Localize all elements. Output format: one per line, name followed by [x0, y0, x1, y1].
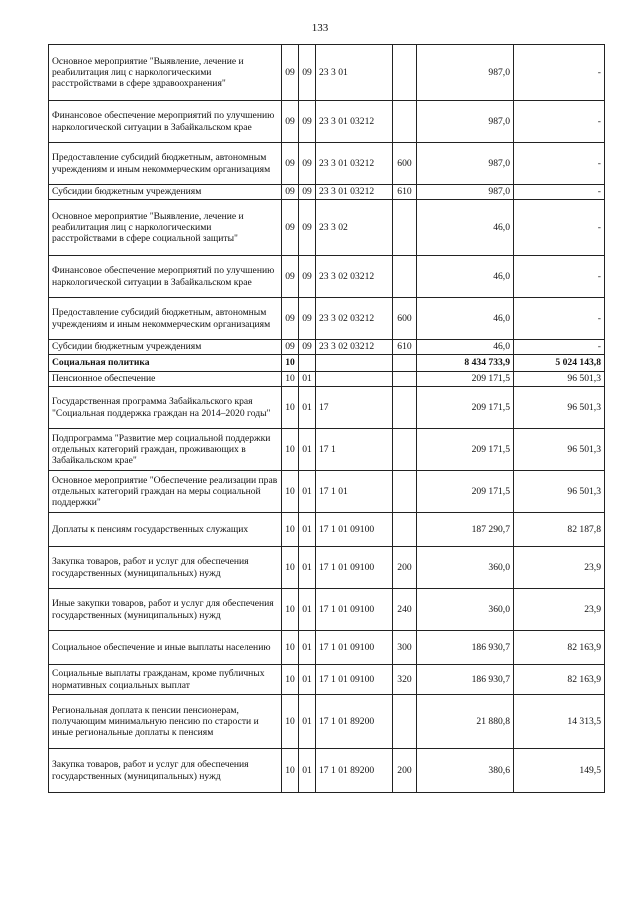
executed-sum: 82 187,8 [514, 513, 605, 547]
target-article-code: 23 3 02 [316, 200, 393, 256]
target-article-code [316, 372, 393, 387]
item-name: Предоставление субсидий бюджетным, автономным учреждениям и иным некоммерческим организациям [49, 143, 282, 185]
executed-sum: - [514, 101, 605, 143]
expense-type-code: 610 [393, 340, 417, 355]
section-code: 09 [282, 340, 299, 355]
section-code: 10 [282, 631, 299, 665]
expense-type-code [393, 200, 417, 256]
section-code: 09 [282, 185, 299, 200]
table-row [49, 471, 605, 513]
item-name: Социальная политика [49, 355, 282, 372]
item-name: Субсидии бюджетным учреждениям [49, 340, 282, 355]
table-row [49, 547, 605, 589]
executed-sum: 96 501,3 [514, 387, 605, 429]
target-article-code: 17 1 01 09100 [316, 631, 393, 665]
expense-type-code [393, 372, 417, 387]
approved-sum: 209 171,5 [417, 372, 514, 387]
expense-type-code: 600 [393, 143, 417, 185]
executed-sum: 96 501,3 [514, 372, 605, 387]
executed-sum: 5 024 143,8 [514, 355, 605, 372]
table-row [49, 298, 605, 340]
executed-sum: 82 163,9 [514, 665, 605, 695]
table-row [49, 589, 605, 631]
item-name: Региональная доплата к пенсии пенсионерам, получающим минимальную пенсию по старости и иные региональные доплаты к пенсиям [49, 695, 282, 749]
approved-sum: 987,0 [417, 45, 514, 101]
executed-sum: 14 313,5 [514, 695, 605, 749]
expense-type-code: 300 [393, 631, 417, 665]
expense-type-code: 200 [393, 749, 417, 793]
expense-type-code: 610 [393, 185, 417, 200]
item-name: Закупка товаров, работ и услуг для обеспечения государственных (муниципальных) нужд [49, 749, 282, 793]
subsection-code: 01 [299, 749, 316, 793]
executed-sum: - [514, 45, 605, 101]
item-name: Социальное обеспечение и иные выплаты населению [49, 631, 282, 665]
target-article-code: 17 1 01 09100 [316, 513, 393, 547]
subsection-code: 01 [299, 471, 316, 513]
expense-type-code [393, 256, 417, 298]
target-article-code: 23 3 02 03212 [316, 340, 393, 355]
table-row [49, 372, 605, 387]
table-row [49, 631, 605, 665]
expense-type-code [393, 355, 417, 372]
expense-type-code: 320 [393, 665, 417, 695]
section-code: 10 [282, 355, 299, 372]
section-code: 09 [282, 256, 299, 298]
approved-sum: 209 171,5 [417, 429, 514, 471]
table-row [49, 143, 605, 185]
subsection-code: 09 [299, 200, 316, 256]
item-name: Закупка товаров, работ и услуг для обеспечения государственных (муниципальных) нужд [49, 547, 282, 589]
approved-sum: 209 171,5 [417, 471, 514, 513]
table-row [49, 513, 605, 547]
budget-table [48, 44, 605, 793]
approved-sum: 46,0 [417, 298, 514, 340]
approved-sum: 46,0 [417, 200, 514, 256]
expense-type-code [393, 513, 417, 547]
subsection-code: 01 [299, 513, 316, 547]
executed-sum: - [514, 340, 605, 355]
approved-sum: 380,6 [417, 749, 514, 793]
subsection-code: 09 [299, 45, 316, 101]
table-row [49, 185, 605, 200]
budget-table-body [49, 45, 605, 793]
subsection-code: 09 [299, 256, 316, 298]
item-name: Социальные выплаты гражданам, кроме публичных нормативных социальных выплат [49, 665, 282, 695]
subsection-code: 01 [299, 429, 316, 471]
section-code: 10 [282, 749, 299, 793]
expense-type-code [393, 429, 417, 471]
subsection-code: 01 [299, 372, 316, 387]
item-name: Финансовое обеспечение мероприятий по улучшению наркологической ситуации в Забайкальском крае [49, 256, 282, 298]
section-code: 09 [282, 200, 299, 256]
expense-type-code [393, 471, 417, 513]
approved-sum: 987,0 [417, 185, 514, 200]
section-code: 10 [282, 665, 299, 695]
approved-sum: 209 171,5 [417, 387, 514, 429]
expense-type-code [393, 45, 417, 101]
subsection-code: 09 [299, 185, 316, 200]
section-code: 10 [282, 589, 299, 631]
section-code: 10 [282, 387, 299, 429]
executed-sum: 96 501,3 [514, 471, 605, 513]
subsection-code: 01 [299, 387, 316, 429]
item-name: Государственная программа Забайкальского края "Социальная поддержка граждан на 2014–2020 годы" [49, 387, 282, 429]
target-article-code: 23 3 01 [316, 45, 393, 101]
table-row [49, 340, 605, 355]
approved-sum: 21 880,8 [417, 695, 514, 749]
approved-sum: 186 930,7 [417, 631, 514, 665]
item-name: Финансовое обеспечение мероприятий по улучшению наркологической ситуации в Забайкальском крае [49, 101, 282, 143]
item-name: Пенсионное обеспечение [49, 372, 282, 387]
approved-sum: 987,0 [417, 101, 514, 143]
section-code: 09 [282, 101, 299, 143]
table-row [49, 695, 605, 749]
subsection-code: 09 [299, 143, 316, 185]
section-code: 09 [282, 298, 299, 340]
section-code: 10 [282, 429, 299, 471]
target-article-code: 23 3 02 03212 [316, 298, 393, 340]
target-article-code: 23 3 02 03212 [316, 256, 393, 298]
executed-sum: - [514, 185, 605, 200]
item-name: Субсидии бюджетным учреждениям [49, 185, 282, 200]
executed-sum: - [514, 256, 605, 298]
approved-sum: 8 434 733,9 [417, 355, 514, 372]
target-article-code: 23 3 01 03212 [316, 185, 393, 200]
section-code: 09 [282, 45, 299, 101]
section-code: 09 [282, 143, 299, 185]
approved-sum: 186 930,7 [417, 665, 514, 695]
executed-sum: 23,9 [514, 547, 605, 589]
approved-sum: 360,0 [417, 589, 514, 631]
target-article-code: 17 1 01 89200 [316, 749, 393, 793]
item-name: Доплаты к пенсиям государственных служащих [49, 513, 282, 547]
table-row [49, 355, 605, 372]
target-article-code: 17 1 [316, 429, 393, 471]
section-code: 10 [282, 372, 299, 387]
table-row [49, 429, 605, 471]
approved-sum: 187 290,7 [417, 513, 514, 547]
executed-sum: 82 163,9 [514, 631, 605, 665]
item-name: Иные закупки товаров, работ и услуг для обеспечения государственных (муниципальных) нужд [49, 589, 282, 631]
target-article-code: 17 1 01 09100 [316, 589, 393, 631]
item-name: Основное мероприятие "Выявление, лечение и реабилитация лиц с наркологическими расстройствами в сфере здравоохранения" [49, 45, 282, 101]
target-article-code: 17 1 01 [316, 471, 393, 513]
executed-sum: 149,5 [514, 749, 605, 793]
expense-type-code [393, 101, 417, 143]
executed-sum: 23,9 [514, 589, 605, 631]
executed-sum: 96 501,3 [514, 429, 605, 471]
target-article-code: 23 3 01 03212 [316, 143, 393, 185]
approved-sum: 360,0 [417, 547, 514, 589]
executed-sum: - [514, 200, 605, 256]
subsection-code: 01 [299, 589, 316, 631]
executed-sum: - [514, 298, 605, 340]
table-row [49, 749, 605, 793]
expense-type-code [393, 695, 417, 749]
target-article-code: 17 [316, 387, 393, 429]
subsection-code: 01 [299, 665, 316, 695]
section-code: 10 [282, 471, 299, 513]
page-number: 133 [311, 22, 329, 34]
target-article-code: 23 3 01 03212 [316, 101, 393, 143]
item-name: Основное мероприятие "Обеспечение реализации прав отдельных категорий граждан на меры социальной поддержки" [49, 471, 282, 513]
expense-type-code [393, 387, 417, 429]
table-row [49, 200, 605, 256]
target-article-code: 17 1 01 09100 [316, 665, 393, 695]
expense-type-code: 240 [393, 589, 417, 631]
table-row [49, 387, 605, 429]
subsection-code: 01 [299, 695, 316, 749]
item-name: Основное мероприятие "Выявление, лечение и реабилитация лиц с наркологическими расстройствами в сфере социальной защиты" [49, 200, 282, 256]
table-row [49, 101, 605, 143]
executed-sum: - [514, 143, 605, 185]
target-article-code [316, 355, 393, 372]
approved-sum: 987,0 [417, 143, 514, 185]
section-code: 10 [282, 513, 299, 547]
subsection-code [299, 355, 316, 372]
subsection-code: 09 [299, 101, 316, 143]
expense-type-code: 200 [393, 547, 417, 589]
section-code: 10 [282, 695, 299, 749]
target-article-code: 17 1 01 89200 [316, 695, 393, 749]
table-row [49, 256, 605, 298]
section-code: 10 [282, 547, 299, 589]
table-row [49, 45, 605, 101]
subsection-code: 09 [299, 340, 316, 355]
subsection-code: 09 [299, 298, 316, 340]
subsection-code: 01 [299, 631, 316, 665]
approved-sum: 46,0 [417, 256, 514, 298]
expense-type-code: 600 [393, 298, 417, 340]
subsection-code: 01 [299, 547, 316, 589]
approved-sum: 46,0 [417, 340, 514, 355]
item-name: Подпрограмма "Развитие мер социальной поддержки отдельных категорий граждан, проживающих в Забайкальском крае" [49, 429, 282, 471]
item-name: Предоставление субсидий бюджетным, автономным учреждениям и иным некоммерческим организациям [49, 298, 282, 340]
target-article-code: 17 1 01 09100 [316, 547, 393, 589]
table-row [49, 665, 605, 695]
